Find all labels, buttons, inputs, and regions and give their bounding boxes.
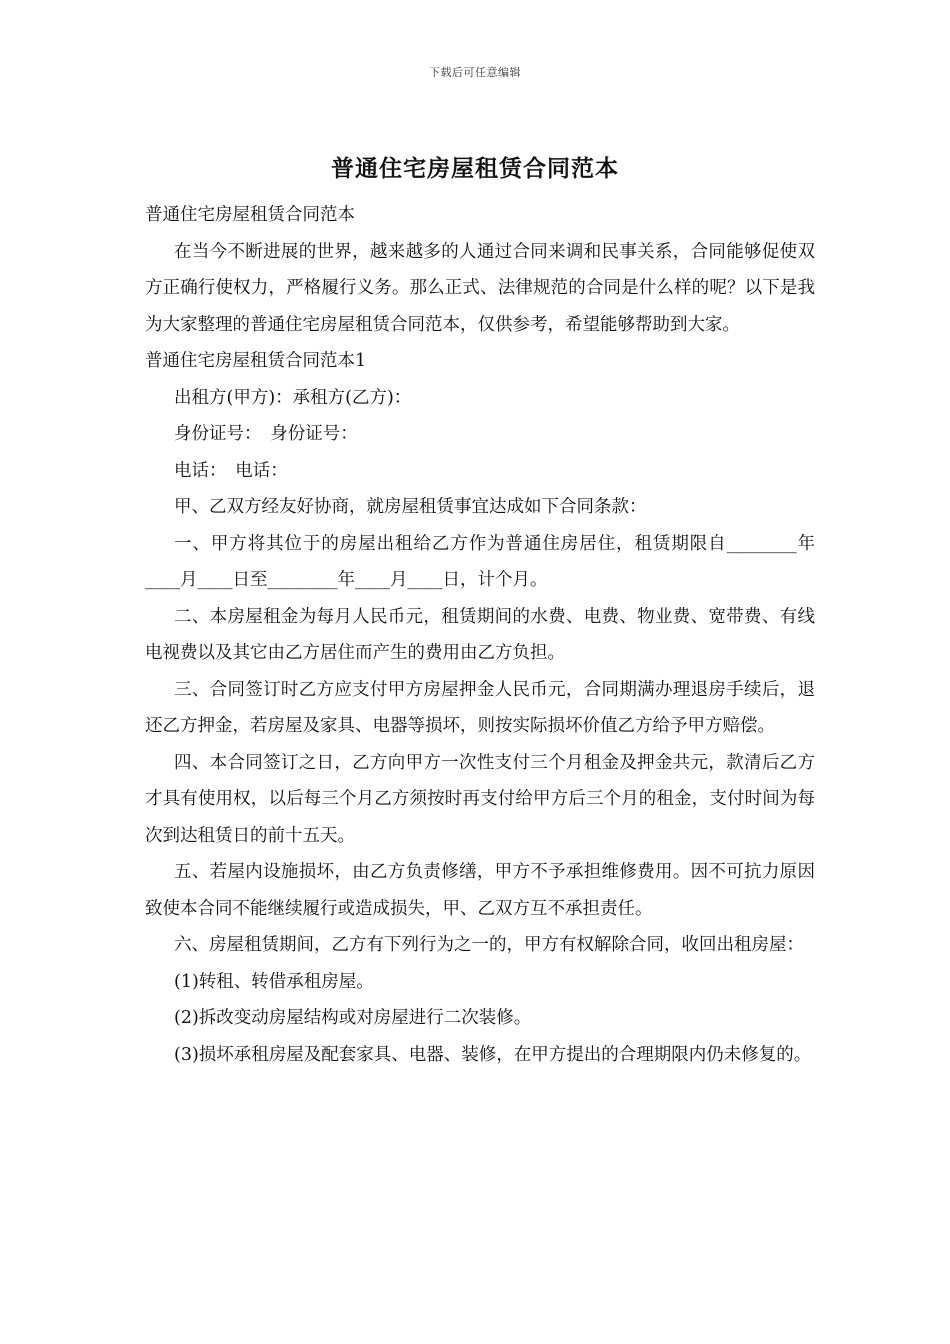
paragraph-item-3: (3)损坏承租房屋及配套家具、电器、装修，在甲方提出的合理期限内仍未修复的。 xyxy=(174,1044,812,1065)
paragraph-id-numbers: 身份证号： 身份证号： xyxy=(174,424,358,444)
header-note: 下载后可任意编辑 xyxy=(429,66,521,79)
paragraph-agreement: 甲、乙双方经友好协商，就房屋租赁事宜达成如下合同条款： xyxy=(174,497,647,517)
paragraph-item-1: (1)转租、转借承租房屋。 xyxy=(174,971,374,992)
paragraph-phones: 电话： 电话： xyxy=(174,460,288,481)
paragraph-parties: 出租方(甲方)：承租方(乙方)： xyxy=(174,387,412,408)
document-body xyxy=(145,197,815,1073)
paragraph-intro: 在当今不断进展的世界，越来越多的人通过合同来调和民事关系，合同能够促使双方正确行使权力，严格履行义务。那么正式、法律规范的合同是什么样的呢？以下是我为大家整理的普通住宅房屋租赁合同范本，仅供参考，希望能够帮助到大家。 xyxy=(145,241,815,335)
paragraph-clause-3: 三、合同签订时乙方应支付甲方房屋押金人民币元，合同期满办理退房手续后，退还乙方押金，若房屋及家具、电器等损坏，则按实际损坏价值乙方给予甲方赔偿。 xyxy=(145,679,815,736)
paragraph-section-heading: 普通住宅房屋租赁合同范本1 xyxy=(145,351,367,371)
paragraph-clause-6: 六、房屋租赁期间，乙方有下列行为之一的，甲方有权解除合同，收回出租房屋： xyxy=(174,935,804,955)
paragraph-subtitle: 普通住宅房屋租赁合同范本 xyxy=(145,205,355,225)
paragraph-clause-1: 一、甲方将其位于的房屋出租给乙方作为普通住房居住，租赁期限自________年____月____日至________年____月____日，计个月。 xyxy=(145,533,815,590)
paragraph-clause-5: 五、若屋内设施损坏，由乙方负责修缮，甲方不予承担维修费用。因不可抗力原因致使本合同不能继续履行或造成损失，甲、乙双方互不承担责任。 xyxy=(145,862,815,919)
document-title: 普通住宅房屋租赁合同范本 xyxy=(331,155,619,182)
paragraph-clause-4: 四、本合同签订之日，乙方向甲方一次性支付三个月租金及押金共元，款清后乙方才具有使用权，以后每三个月乙方须按时再支付给甲方后三个月的租金，支付时间为每次到达租赁日的前十五天。 xyxy=(145,752,815,846)
paragraph-clause-2: 二、本房屋租金为每月人民币元，租赁期间的水费、电费、物业费、宽带费、有线电视费以及其它由乙方居住而产生的费用由乙方负担。 xyxy=(145,606,815,663)
paragraph-item-2: (2)拆改变动房屋结构或对房屋进行二次装修。 xyxy=(174,1008,532,1028)
